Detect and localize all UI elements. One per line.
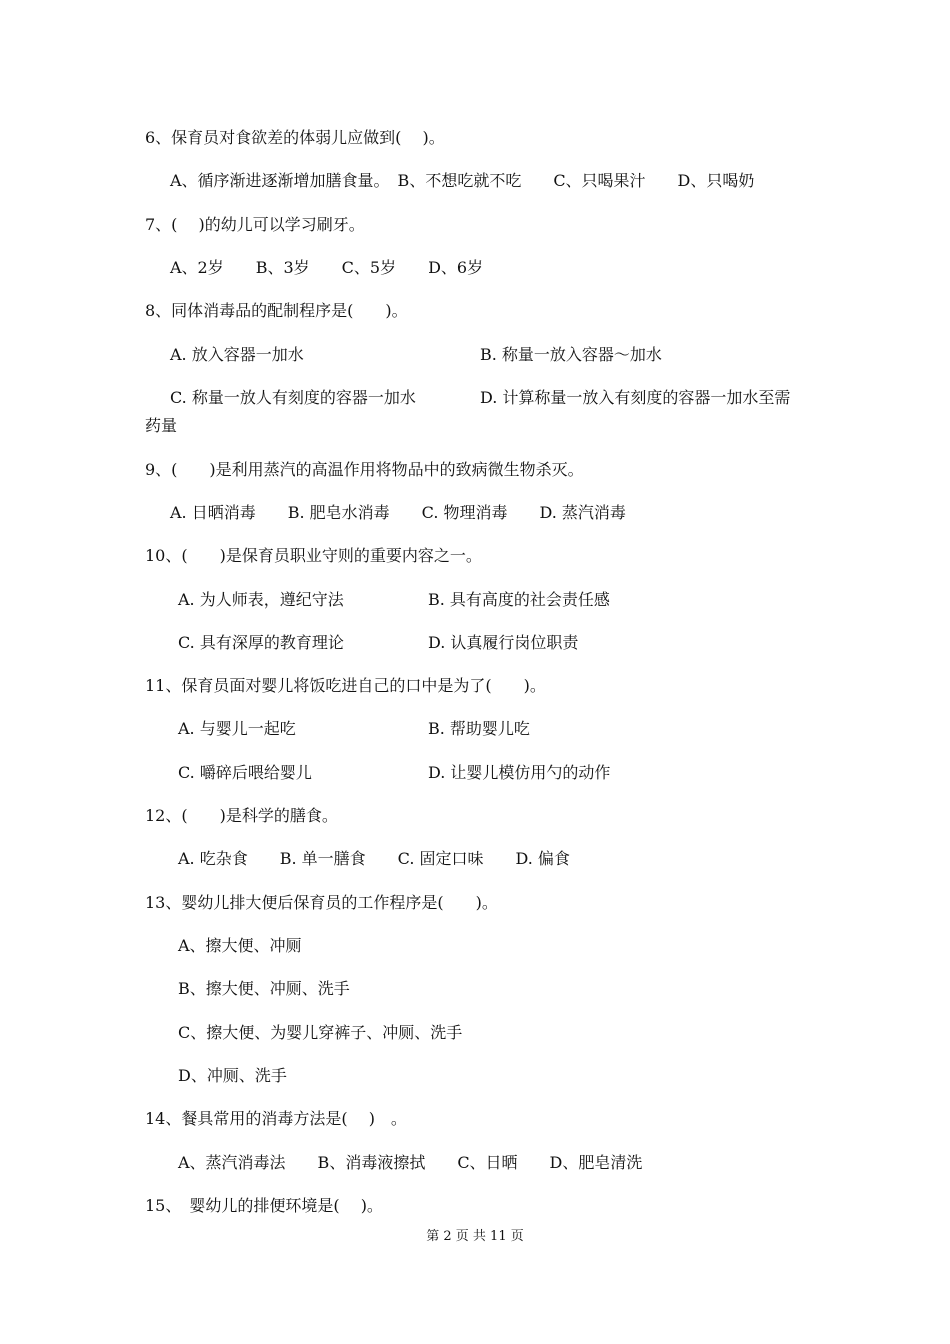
question-10-option-c: C. 具有深厚的教育理论 <box>178 633 344 652</box>
question-7-stem: 7、( )的幼儿可以学习刷牙。 <box>145 215 365 234</box>
question-9-options: A. 日晒消毒 B. 肥皂水消毒 C. 物理消毒 D. 蒸汽消毒 <box>170 503 626 522</box>
question-13-stem: 13、婴幼儿排大便后保育员的工作程序是( )。 <box>145 893 498 912</box>
question-7-options: A、2岁 B、3岁 C、5岁 D、6岁 <box>170 258 484 277</box>
question-11-option-a: A. 与婴儿一起吃 <box>178 719 296 738</box>
question-14-stem: 14、餐具常用的消毒方法是( ) 。 <box>145 1109 407 1128</box>
question-11-option-c: C. 嚼碎后喂给婴儿 <box>178 763 312 782</box>
question-8-option-b: B. 称量一放入容器～加水 <box>480 345 662 364</box>
question-10-option-b: B. 具有高度的社会责任感 <box>428 590 610 609</box>
question-10-stem: 10、( )是保育员职业守则的重要内容之一。 <box>145 546 482 565</box>
question-12-options: A. 吃杂食 B. 单一膳食 C. 固定口味 D. 偏食 <box>178 849 570 868</box>
page-number-footer: 第 2 页 共 11 页 <box>426 1229 524 1244</box>
question-8-stem: 8、同体消毒品的配制程序是( )。 <box>145 301 408 320</box>
question-13-option-b: B、擦大便、冲厕、洗手 <box>178 979 350 998</box>
question-10-option-d: D. 认真履行岗位职责 <box>428 633 579 652</box>
question-15-stem: 15、 婴幼儿的排便环境是( )。 <box>145 1196 383 1215</box>
question-11-option-b: B. 帮助婴儿吃 <box>428 719 530 738</box>
question-9-stem: 9、( )是利用蒸汽的高温作用将物品中的致病微生物杀灭。 <box>145 460 584 479</box>
question-14-options: A、蒸汽消毒法 B、消毒液擦拭 C、日晒 D、肥皂清洗 <box>178 1153 643 1172</box>
question-13-option-c: C、擦大便、为婴儿穿裤子、冲厕、洗手 <box>178 1023 463 1042</box>
question-11-stem: 11、保育员面对婴儿将饭吃进自己的口中是为了( )。 <box>145 676 546 695</box>
question-8-option-a: A. 放入容器一加水 <box>170 345 304 364</box>
question-6-stem: 6、保育员对食欲差的体弱儿应做到( )。 <box>145 128 445 147</box>
question-8-option-d: D. 计算称量一放入有刻度的容器一加水至需 <box>480 388 791 407</box>
question-8-option-c: C. 称量一放人有刻度的容器一加水 <box>170 388 416 407</box>
question-6-options: A、循序渐进逐渐增加膳食量。 B、不想吃就不吃 C、只喝果汁 D、只喝奶 <box>170 171 755 190</box>
question-12-stem: 12、( )是科学的膳食。 <box>145 806 338 825</box>
question-13-option-d: D、冲厕、洗手 <box>178 1066 287 1085</box>
question-11-option-d: D. 让婴儿模仿用勺的动作 <box>428 763 611 782</box>
question-10-option-a: A. 为人师表，遵纪守法 <box>178 590 344 609</box>
question-13-option-a: A、擦大便、冲厕 <box>178 936 302 955</box>
question-8-option-d-continued: 药量 <box>145 416 178 435</box>
